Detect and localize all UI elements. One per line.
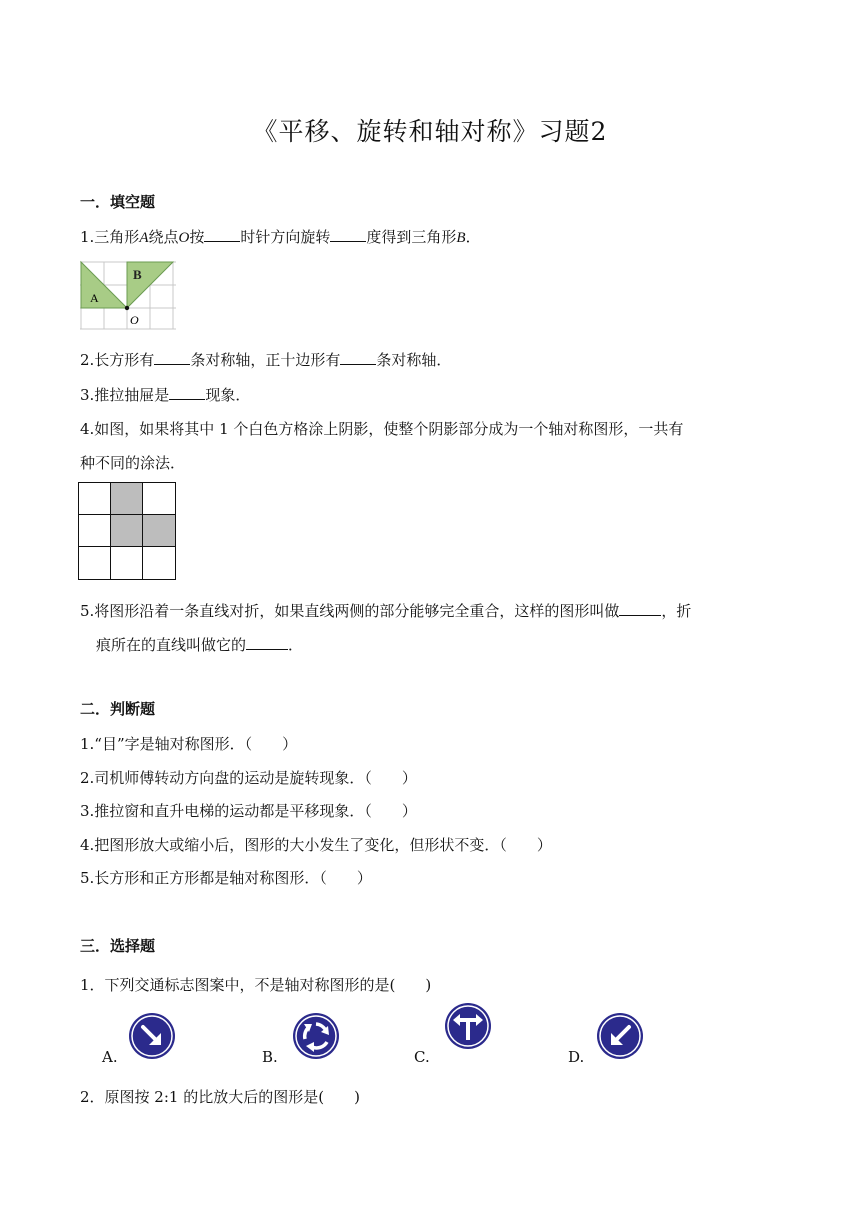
answer-blank[interactable] [154,349,190,365]
judge-item: 2.司机师傅转动方向盘的运动是旋转现象．（ ） [80,769,417,787]
judge-item: 3.推拉窗和直升电梯的运动都是平移现象．（ ） [80,802,417,820]
rotation-figure [80,258,176,330]
answer-blank[interactable] [619,600,661,616]
option-label-d[interactable]: D. [568,1048,585,1066]
section-heading-fill-blank: 一．填空题 [80,193,156,211]
judge-item: 5.长方形和正方形都是轴对称图形．（ ） [80,869,372,887]
grid-cell[interactable] [79,483,111,515]
roundabout-sign-icon[interactable] [292,1012,340,1060]
judge-item: 4.把图形放大或缩小后，图形的大小发生了变化，但形状不变．（ ） [80,836,552,854]
grid-cell[interactable] [111,547,143,579]
answer-blank[interactable] [169,384,205,400]
question-1-4-line1: 4.如图，如果将其中 1 个白色方格涂上阴影，使整个阴影部分成为一个轴对称图形，一共有 [80,420,684,438]
grid-cell-shaded [111,483,143,515]
question-1-2: 2.长方形有 条对称轴，正十边形有 条对称轴． [80,351,452,369]
arrow-down-right-sign-icon[interactable] [128,1012,176,1060]
choice-question-1: 1．下列交通标志图案中，不是轴对称图形的是( ) [80,976,432,994]
section-heading-true-false: 二．判断题 [80,700,156,718]
choice-question-2: 2．原图按 2:1 的比放大后的图形是( ) [80,1088,360,1106]
svg-text:O: O [130,313,139,327]
option-label-b[interactable]: B. [262,1048,278,1066]
svg-text:A: A [90,291,99,305]
grid-cell[interactable] [143,547,175,579]
answer-blank[interactable] [340,349,376,365]
arrow-down-left-sign-icon[interactable] [596,1012,644,1060]
grid-cell[interactable] [79,547,111,579]
grid-cell-shaded [143,515,175,547]
grid-cell-shaded [111,515,143,547]
answer-blank[interactable] [330,226,366,242]
answer-blank[interactable] [204,226,240,242]
question-1-3: 3.推拉抽屉是 现象． [80,386,251,404]
page-title: 《平移、旋转和轴对称》习题2 [252,117,608,146]
option-label-c[interactable]: C. [414,1048,430,1066]
t-junction-sign-icon[interactable] [444,1002,492,1050]
answer-blank[interactable] [246,634,288,650]
question-1-4-line2: 种不同的涂法． [80,454,186,472]
question-1-1: 1.三角形A绕点O按 时针方向旋转 度得到三角形B． [80,228,481,246]
square-grid-figure [78,482,176,580]
point-o [125,306,129,310]
judge-item: 1.“目”字是轴对称图形．（ ） [80,735,298,753]
question-1-5-line1: 5.将图形沿着一条直线对折，如果直线两侧的部分能够完全重合，这样的图形叫做 ，折 [80,602,692,620]
option-label-a[interactable]: A. [102,1048,118,1066]
grid-cell[interactable] [79,515,111,547]
grid-cell[interactable] [143,483,175,515]
section-heading-multiple-choice: 三．选择题 [80,937,156,955]
svg-text:B: B [133,267,142,282]
question-1-5-line2: 痕所在的直线叫做它的 ． [96,636,304,654]
